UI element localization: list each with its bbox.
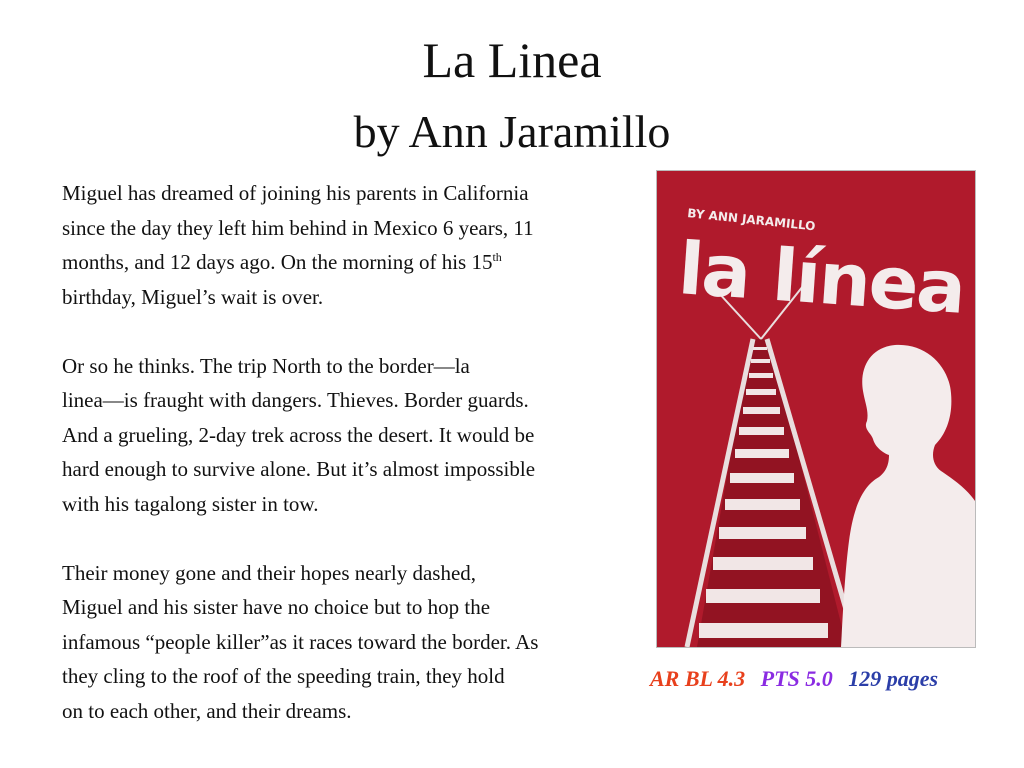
summary-line: on to each other, and their dreams. xyxy=(62,698,352,723)
book-cover-image xyxy=(656,170,976,648)
summary-line: Or so he thinks. The trip North to the border—la xyxy=(62,353,470,378)
page-count: 129 pages xyxy=(848,666,939,691)
summary-line: birthday, Miguel’s wait is over. xyxy=(62,284,324,309)
summary-line: infamous “people killer”as it races toward the border. As xyxy=(62,629,539,654)
cover-title-text: la línea xyxy=(675,226,962,330)
summary-line: linea—is fraught with dangers. Thieves. Border guards. xyxy=(62,388,529,412)
ar-book-level: AR BL 4.3 xyxy=(650,666,746,691)
summary-line: with his tagalong sister in tow. xyxy=(62,491,319,516)
summary-line: hard enough to survive alone. But it’s almost impossible xyxy=(62,457,536,481)
summary-line: Miguel has dreamed of joining his parents in California xyxy=(62,181,529,205)
ar-points: PTS 5.0 xyxy=(760,666,833,691)
summary-line: since the day they left him behind in Mexico 6 years, 11 xyxy=(62,215,534,240)
book-summary xyxy=(62,176,652,763)
book-title: La Linea xyxy=(422,32,602,88)
summary-line xyxy=(62,245,652,280)
summary-line-text: months, and 12 days ago. On the morning of his 15 xyxy=(62,250,493,274)
summary-paragraph-1 xyxy=(62,176,652,314)
reading-stats xyxy=(650,666,1020,692)
summary-paragraph-3 xyxy=(62,556,652,729)
summary-paragraph-2 xyxy=(62,349,652,522)
book-author: by Ann Jaramillo xyxy=(353,106,671,157)
book-cover-art xyxy=(657,171,975,647)
cover-author-text: BY ANN JARAMILLO xyxy=(686,206,817,234)
summary-line: Their money gone and their hopes nearly dashed, xyxy=(62,560,477,585)
summary-line: they cling to the roof of the speeding train, they hold xyxy=(62,664,505,688)
summary-line: And a grueling, 2-day trek across the desert. It would be xyxy=(62,422,535,447)
ordinal-superscript: th xyxy=(492,250,502,264)
summary-line: Miguel and his sister have no choice but to hop the xyxy=(62,595,491,619)
